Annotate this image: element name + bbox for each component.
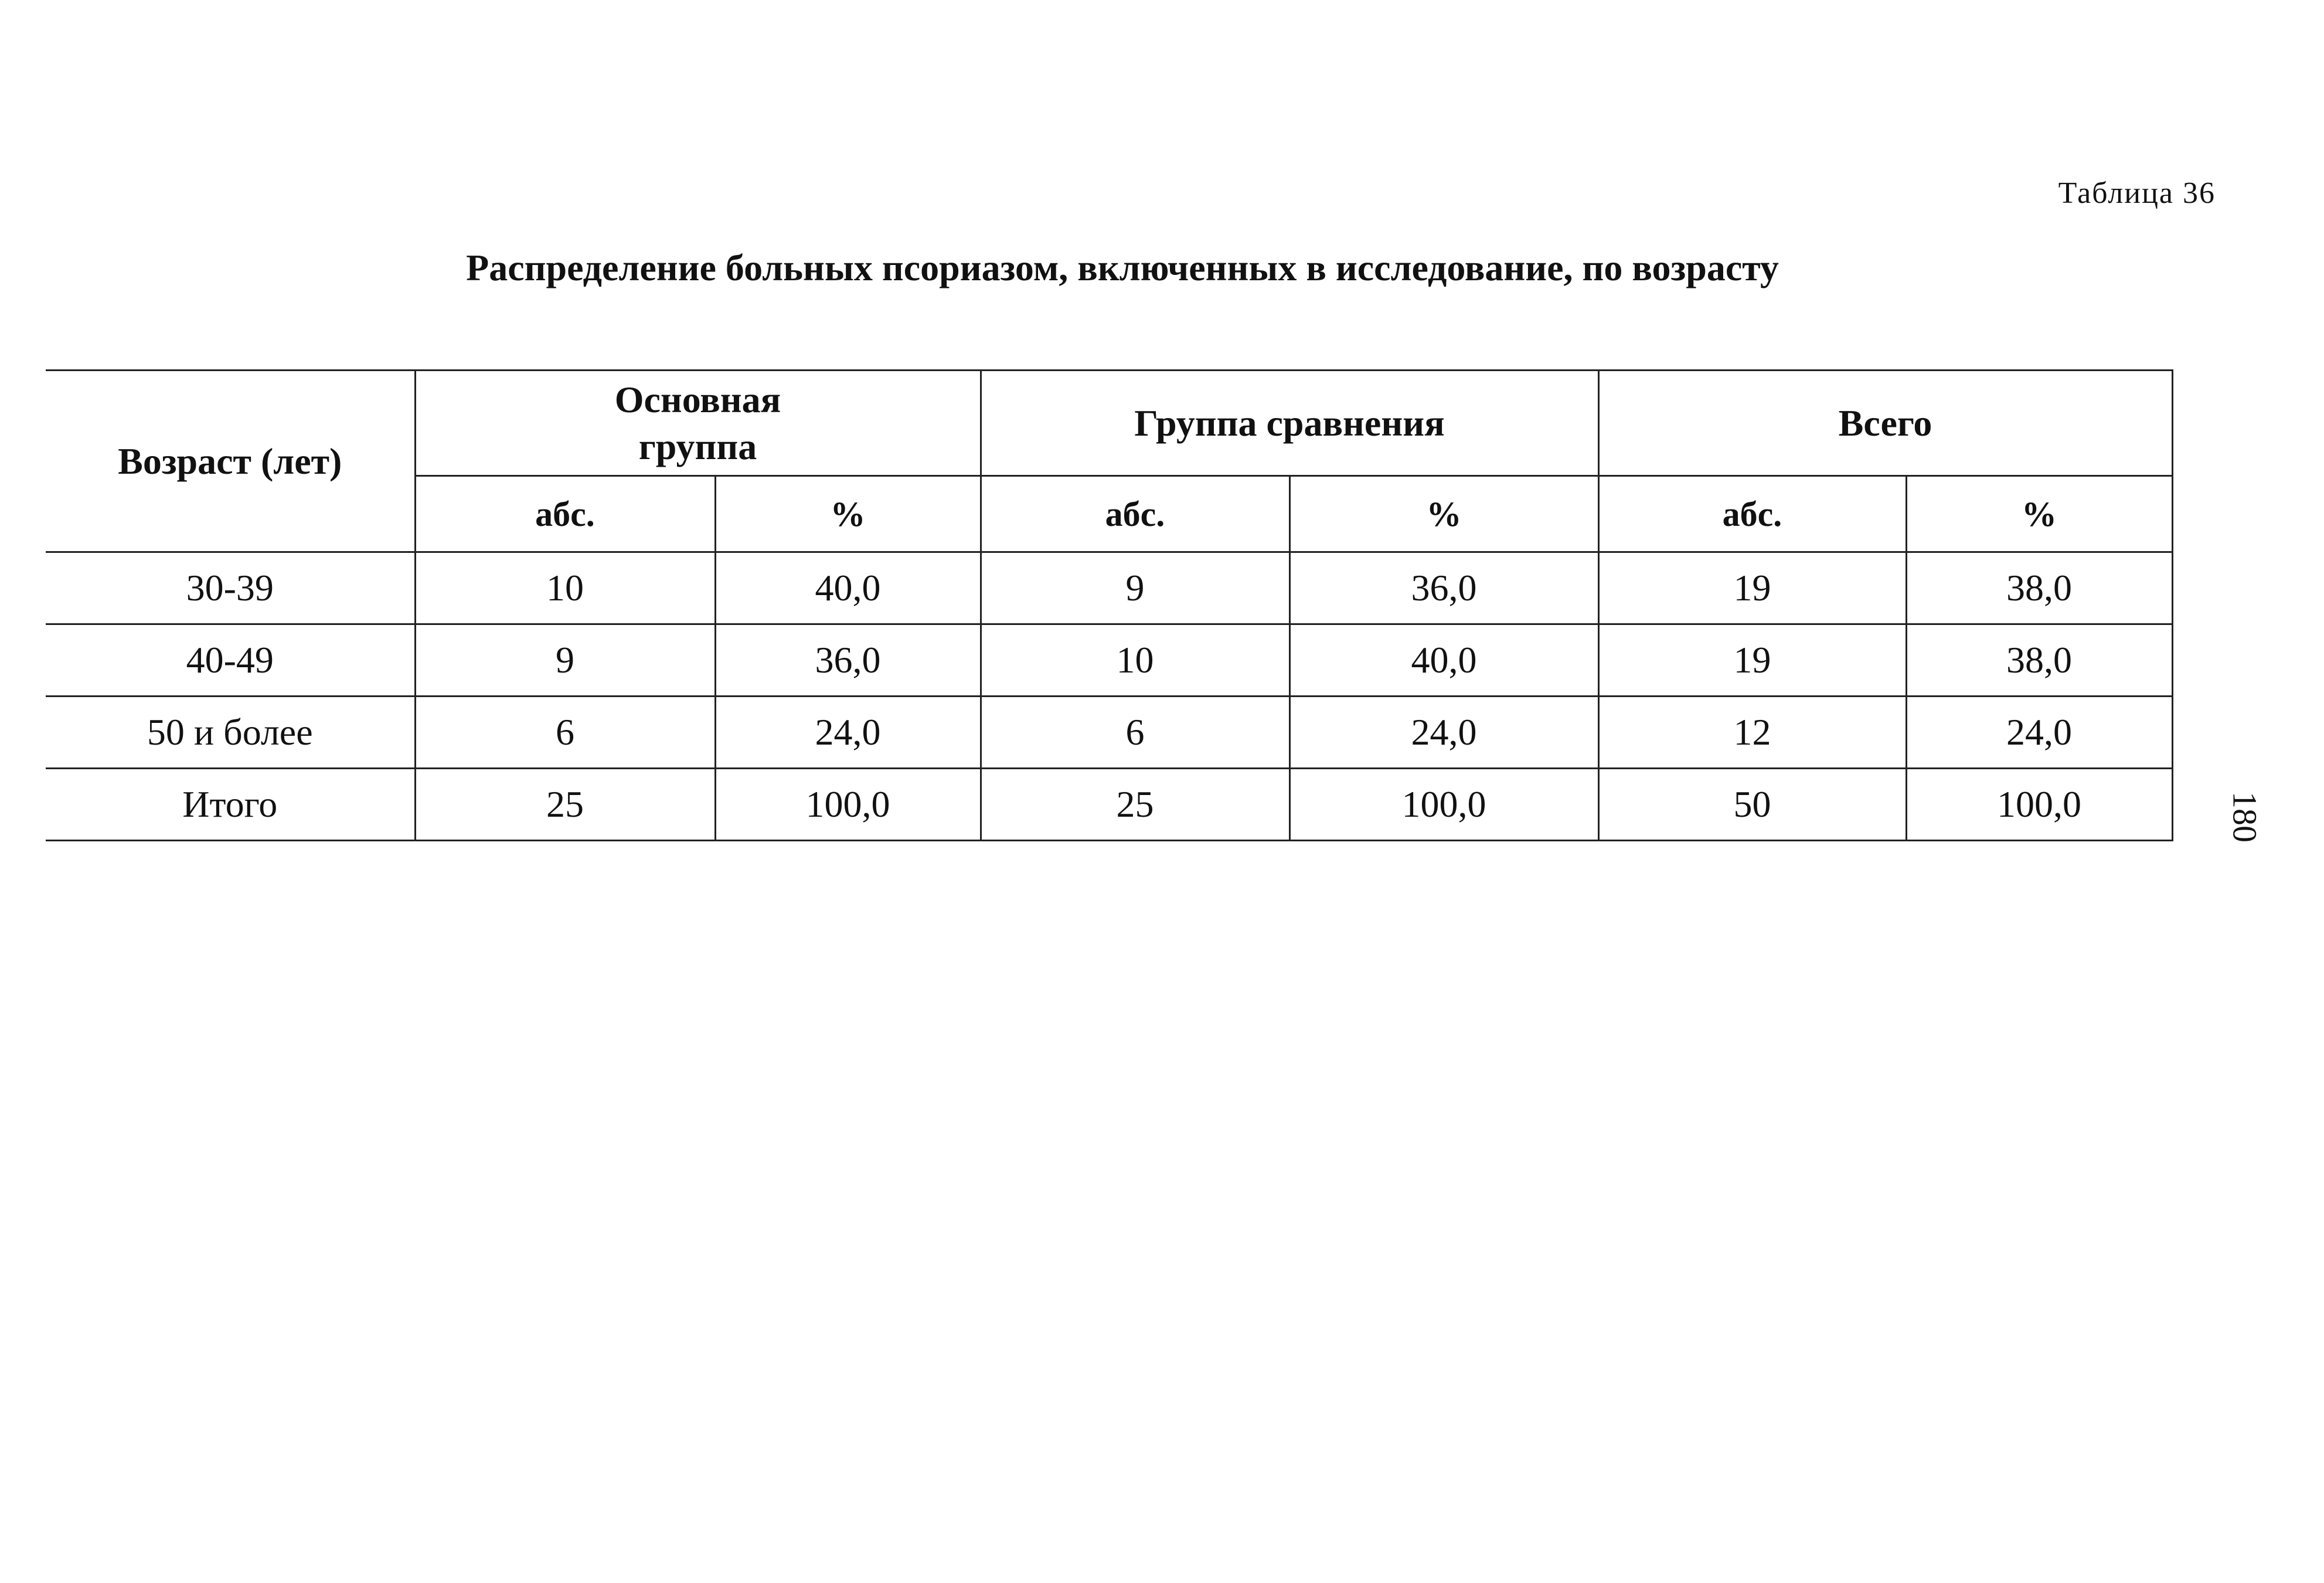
header-comp-abs: абс.: [981, 476, 1289, 552]
cell-total-abs: 19: [1598, 624, 1906, 697]
cell-main-percent: 40,0: [715, 552, 981, 624]
cell-comp-abs: 25: [981, 769, 1289, 841]
age-distribution-table: [46, 369, 2173, 841]
header-total-abs: абс.: [1598, 476, 1906, 552]
header-age: Возраст (лет): [46, 371, 415, 552]
header-main-percent: %: [715, 476, 981, 552]
header-comp-percent: %: [1289, 476, 1598, 552]
cell-total-percent: 24,0: [1906, 697, 2172, 769]
cell-main-percent: 36,0: [715, 624, 981, 697]
cell-comp-percent: 24,0: [1289, 697, 1598, 769]
header-main-group: Основная группа: [415, 371, 981, 476]
cell-main-abs: 6: [415, 697, 715, 769]
cell-total-percent: 38,0: [1906, 552, 2172, 624]
table-row: [46, 697, 2172, 769]
page-number: 180: [2226, 792, 2264, 843]
header-row-groups: [46, 371, 2172, 476]
cell-comp-percent: 40,0: [1289, 624, 1598, 697]
cell-age: 30-39: [46, 552, 415, 624]
cell-comp-abs: 6: [981, 697, 1289, 769]
header-total: Всего: [1598, 371, 2172, 476]
header-total-percent: %: [1906, 476, 2172, 552]
cell-total-abs: 12: [1598, 697, 1906, 769]
cell-comp-percent: 100,0: [1289, 769, 1598, 841]
cell-total-percent: 100,0: [1906, 769, 2172, 841]
cell-total-abs: 19: [1598, 552, 1906, 624]
cell-comp-abs: 9: [981, 552, 1289, 624]
header-comparison-group: Группа сравнения: [981, 371, 1598, 476]
cell-comp-percent: 36,0: [1289, 552, 1598, 624]
cell-main-abs: 25: [415, 769, 715, 841]
table-row-total: [46, 769, 2172, 841]
cell-age: Итого: [46, 769, 415, 841]
table-row: [46, 552, 2172, 624]
cell-main-percent: 100,0: [715, 769, 981, 841]
cell-age: 40-49: [46, 624, 415, 697]
cell-age: 50 и более: [46, 697, 415, 769]
table-number-label: Таблица 36: [2058, 176, 2216, 210]
cell-total-percent: 38,0: [1906, 624, 2172, 697]
table-row: [46, 624, 2172, 697]
header-main-abs: абс.: [415, 476, 715, 552]
cell-total-abs: 50: [1598, 769, 1906, 841]
cell-main-abs: 10: [415, 552, 715, 624]
cell-main-percent: 24,0: [715, 697, 981, 769]
cell-main-abs: 9: [415, 624, 715, 697]
table-title: Распределение больных псориазом, включенных в исследование, по возрасту: [466, 247, 1779, 288]
cell-comp-abs: 10: [981, 624, 1289, 697]
